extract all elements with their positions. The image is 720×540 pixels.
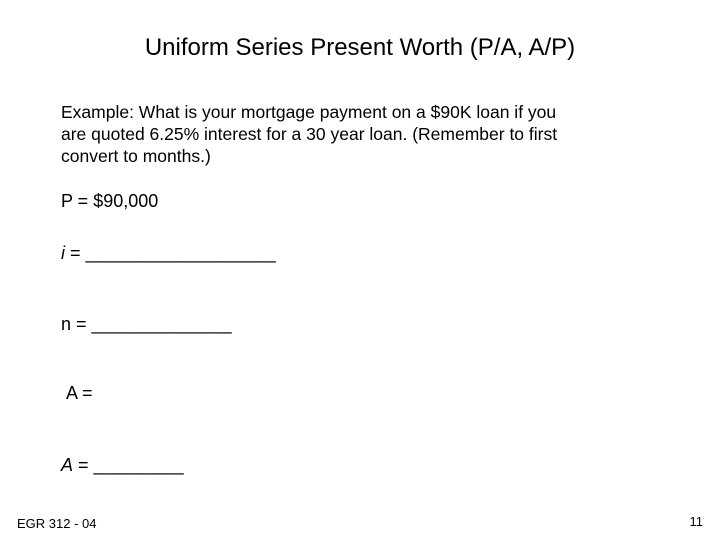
payment-answer-line: [61, 454, 184, 476]
example-line: are quoted 6.25% interest for a 30 year loan. (Remember to first: [61, 124, 558, 144]
slide-title: Uniform Series Present Worth (P/A, A/P): [144, 34, 576, 61]
example-line: convert to months.): [61, 146, 211, 166]
periods-line: n = ______________: [61, 314, 232, 334]
course-footer: EGR 312 - 04: [17, 516, 97, 531]
principal-line: P = $90,000: [61, 191, 159, 211]
interest-rate-line: [61, 242, 276, 264]
payment-formula-line: A =: [66, 383, 93, 403]
payment-variable: A: [61, 455, 74, 475]
interest-rate-blank: = ___________________: [65, 243, 276, 263]
example-line: Example: What is your mortgage payment on a $90K loan if you: [61, 102, 557, 122]
example-text: [61, 101, 661, 167]
interest-rate-variable: i: [61, 243, 65, 263]
payment-blank: = _________: [73, 455, 184, 475]
page-number: 11: [689, 514, 703, 529]
